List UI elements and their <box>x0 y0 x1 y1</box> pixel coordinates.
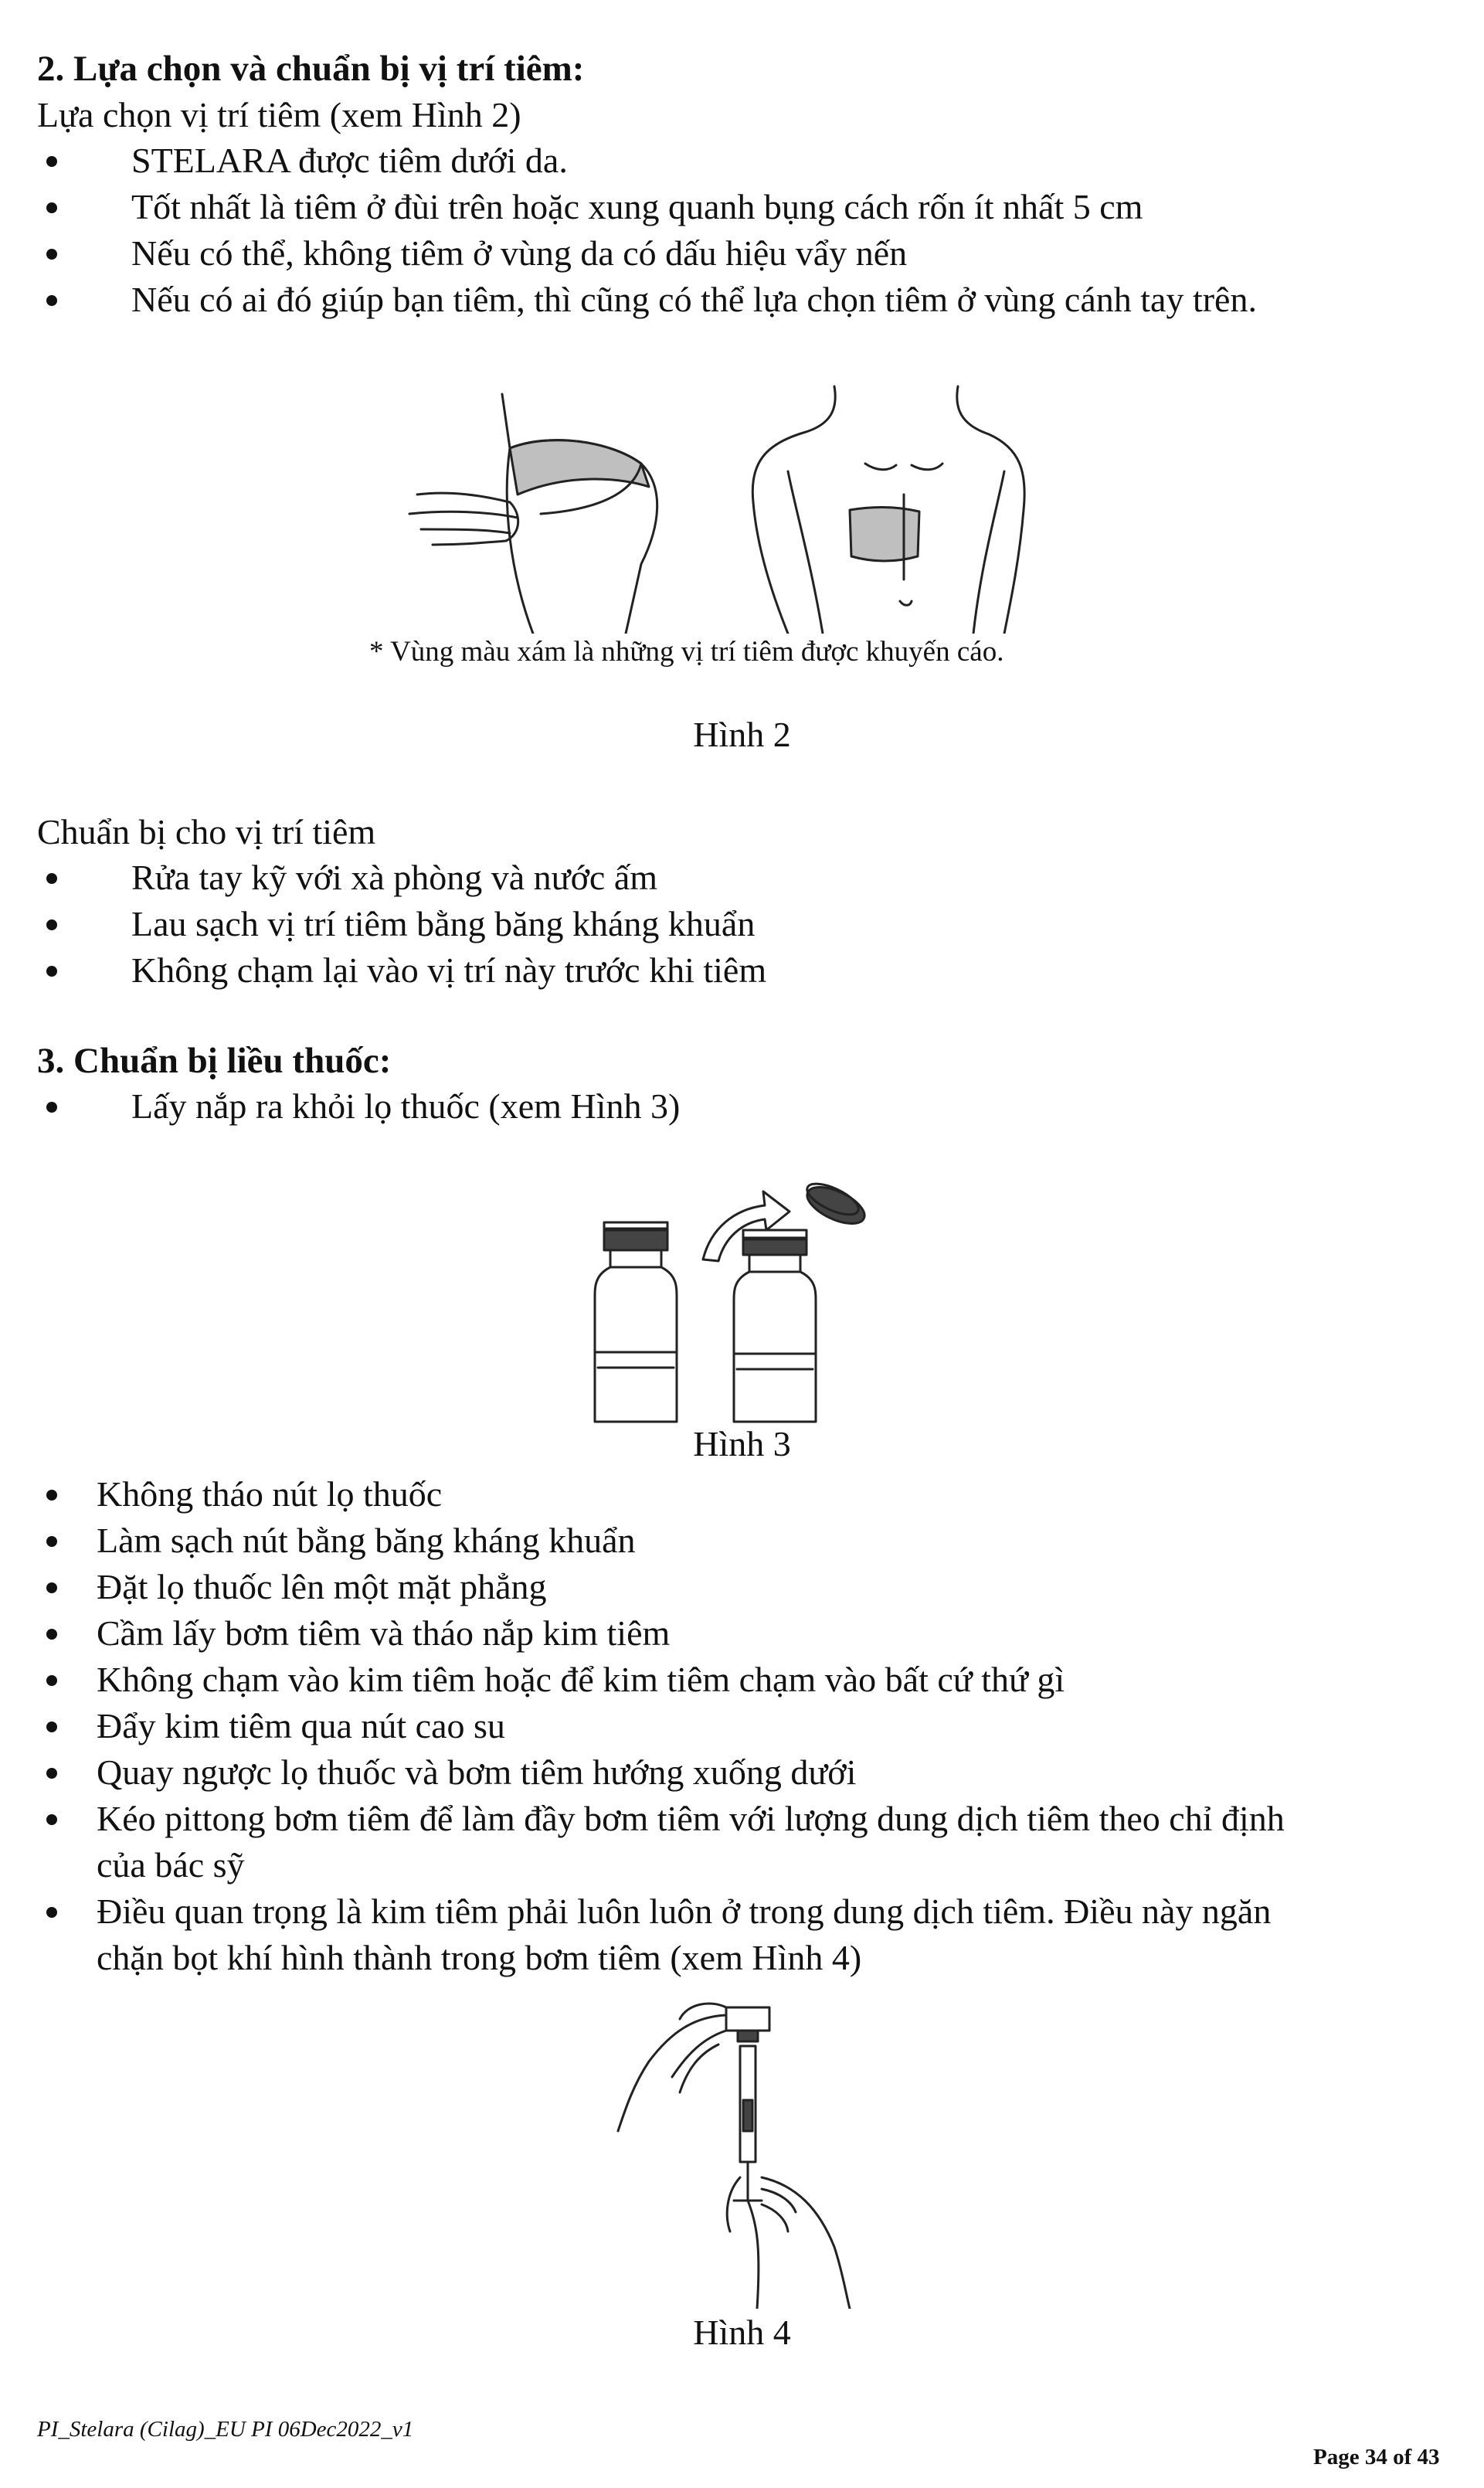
figure-3-caption: Hình 3 <box>693 1424 791 1463</box>
list-item: Nếu có ai đó giúp bạn tiêm, thì cũng có thể lựa chọn tiêm ở vùng cánh tay trên. <box>37 277 1257 323</box>
list-item: STELARA được tiêm dưới da. <box>37 138 1257 184</box>
vial-cap-removal-illustration-icon <box>587 1174 881 1437</box>
section-2-intro: Lựa chọn vị trí tiêm (xem Hình 2) <box>37 95 521 134</box>
list-item: Lau sạch vị trí tiêm bằng băng kháng khuẩn <box>37 901 766 947</box>
figure-2-note: * Vùng màu xám là những vị trí tiêm được khuyến cáo. <box>369 636 1004 668</box>
list-item: Không tháo nút lọ thuốc <box>37 1471 1285 1518</box>
list-item: Điều quan trọng là kim tiêm phải luôn luôn ở trong dung dịch tiêm. Điều này ngăn chặn bọt khí hình thành trong bơm tiêm (xem Hình 4) <box>37 1888 1285 1981</box>
list-item: Không chạm vào kim tiêm hoặc để kim tiêm chạm vào bất cứ thứ gì <box>37 1657 1285 1703</box>
prep-intro: Chuẩn bị cho vị trí tiêm <box>37 812 376 851</box>
section-2-heading: 2. Lựa chọn và chuẩn bị vị trí tiêm: <box>37 49 585 89</box>
list-item: Tốt nhất là tiêm ở đùi trên hoặc xung quanh bụng cách rốn ít nhất 5 cm <box>37 184 1257 230</box>
list-item: Rửa tay kỹ với xà phòng và nước ấm <box>37 855 766 901</box>
list-item: Đặt lọ thuốc lên một mặt phẳng <box>37 1564 1285 1610</box>
list-item: Không chạm lại vào vị trí này trước khi tiêm <box>37 947 766 994</box>
list-item: Cầm lấy bơm tiêm và tháo nắp kim tiêm <box>37 1610 1285 1657</box>
figure-2-caption: Hình 2 <box>693 715 791 754</box>
list-item: Lấy nắp ra khỏi lọ thuốc (xem Hình 3) <box>37 1083 680 1130</box>
footer-document-id: PI_Stelara (Cilag)_EU PI 06Dec2022_v1 <box>37 2417 414 2442</box>
list-item: Quay ngược lọ thuốc và bơm tiêm hướng xuống dưới <box>37 1749 1285 1796</box>
syringe-filling-illustration-icon <box>603 2000 865 2309</box>
section-3-heading: 3. Chuẩn bị liều thuốc: <box>37 1041 392 1081</box>
list-item: Làm sạch nút bằng băng kháng khuẩn <box>37 1518 1285 1564</box>
injection-sites-illustration-icon <box>402 379 1035 634</box>
section-2-bullet-list <box>37 138 1257 323</box>
section-3-intro-list <box>37 1083 680 1130</box>
section-3-bullet-list <box>37 1471 1285 1981</box>
list-item: Kéo pittong bơm tiêm để làm đầy bơm tiêm với lượng dung dịch tiêm theo chỉ định của bác sỹ <box>37 1796 1285 1888</box>
list-item: Nếu có thể, không tiêm ở vùng da có dấu hiệu vẩy nến <box>37 230 1257 277</box>
prep-bullet-list <box>37 855 766 994</box>
footer-page-number: Page 34 of 43 <box>1313 2445 1440 2469</box>
list-item: Đẩy kim tiêm qua nút cao su <box>37 1703 1285 1749</box>
figure-4-caption: Hình 4 <box>693 2313 791 2352</box>
